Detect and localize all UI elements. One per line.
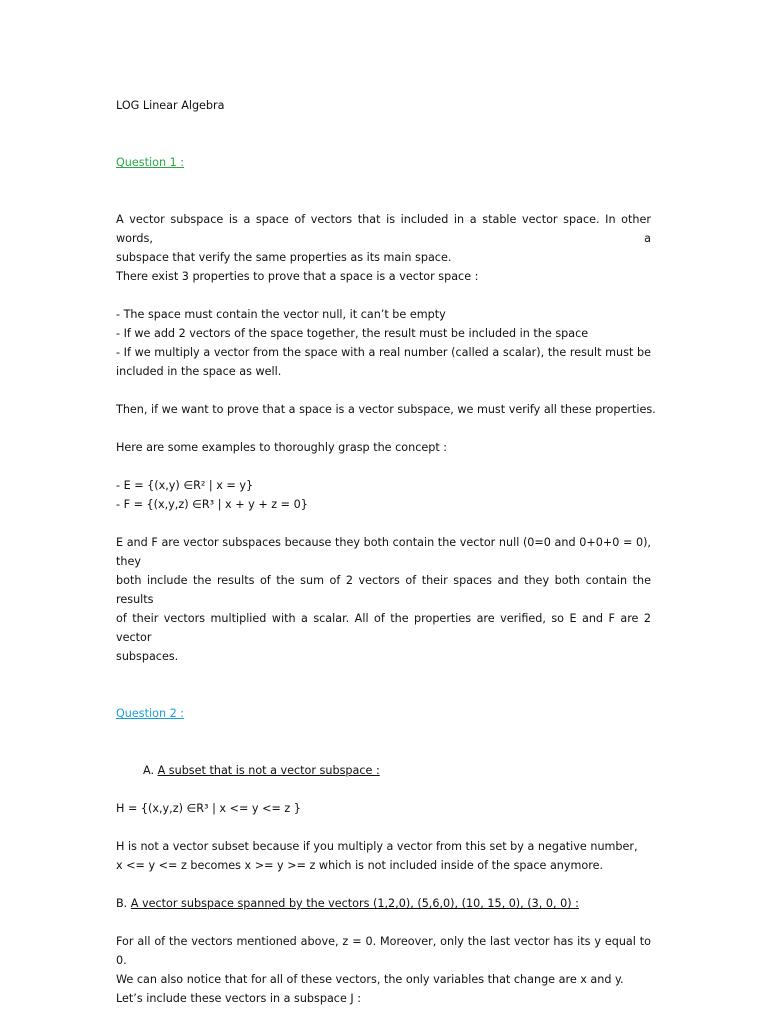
property-bullet-2: - If we add 2 vectors of the space together, the result must be included in the space [116,327,589,340]
question-2-heading: Question 2 : [116,707,185,720]
q1-paragraph-4-line-2: both include the results of the sum of 2 vectors of their spaces and they both contain the results [116,574,651,606]
q1-paragraph-1-line-3: There exist 3 properties to prove that a space is a vector space : [116,270,479,283]
section-b-label: B. [116,897,131,910]
document-body [116,96,656,1008]
q1-paragraph-4-line-3: of their vectors multiplied with a scalar. All of the properties are verified, so E and F are 2 vector [116,612,651,644]
property-bullet-3-line-1: - If we multiply a vector from the space with a real number (called a scalar), the result must be [116,346,651,359]
property-bullet-3-line-2: included in the space as well. [116,365,282,378]
example-e: - E = {(x,y) ∈R² | x = y} [116,479,254,492]
section-a-title: A subset that is not a vector subspace : [157,764,380,777]
section-b-line-3: Let’s include these vectors in a subspace J : [116,992,362,1005]
section-b-title: A vector subspace spanned by the vectors (1,2,0), (5,6,0), (10, 15, 0), (3, 0, 0) : [130,897,579,910]
section-b-heading [116,894,651,913]
q1-paragraph-4-line-1: E and F are vector subspaces because they both contain the vector null (0=0 and 0+0+0 = 0), they [116,536,651,568]
q1-paragraph-1-line-2: subspace that verify the same properties as its main space. [116,251,452,264]
section-b-line-2: We can also notice that for all of these vectors, the only variables that change are x and y. [116,973,624,986]
section-a-label: A. [143,764,158,777]
section-a-heading [116,761,651,780]
section-b-line-1: For all of the vectors mentioned above, z = 0. Moreover, only the last vector has its y equal to 0. [116,935,651,967]
document-title: LOG Linear Algebra [116,99,225,112]
set-h-explanation-line-1: H is not a vector subset because if you multiply a vector from this set by a negative number, [116,840,638,853]
q1-paragraph-1-line-1: A vector subspace is a space of vectors that is included in a stable vector space. In other words, a [116,213,651,245]
q1-paragraph-2: Then, if we want to prove that a space is a vector subspace, we must verify all these properties. [116,403,656,416]
q1-paragraph-4-line-4: subspaces. [116,650,179,663]
set-h-explanation-line-2: x <= y <= z becomes x >= y >= z which is not included inside of the space anymore. [116,859,604,872]
property-bullet-1: - The space must contain the vector null, it can’t be empty [116,308,446,321]
question-1-heading: Question 1 : [116,156,185,169]
set-h-definition: H = {(x,y,z) ∈R³ | x <= y <= z } [116,802,301,815]
q1-paragraph-3: Here are some examples to thoroughly grasp the concept : [116,441,448,454]
example-f: - F = {(x,y,z) ∈R³ | x + y + z = 0} [116,498,308,511]
